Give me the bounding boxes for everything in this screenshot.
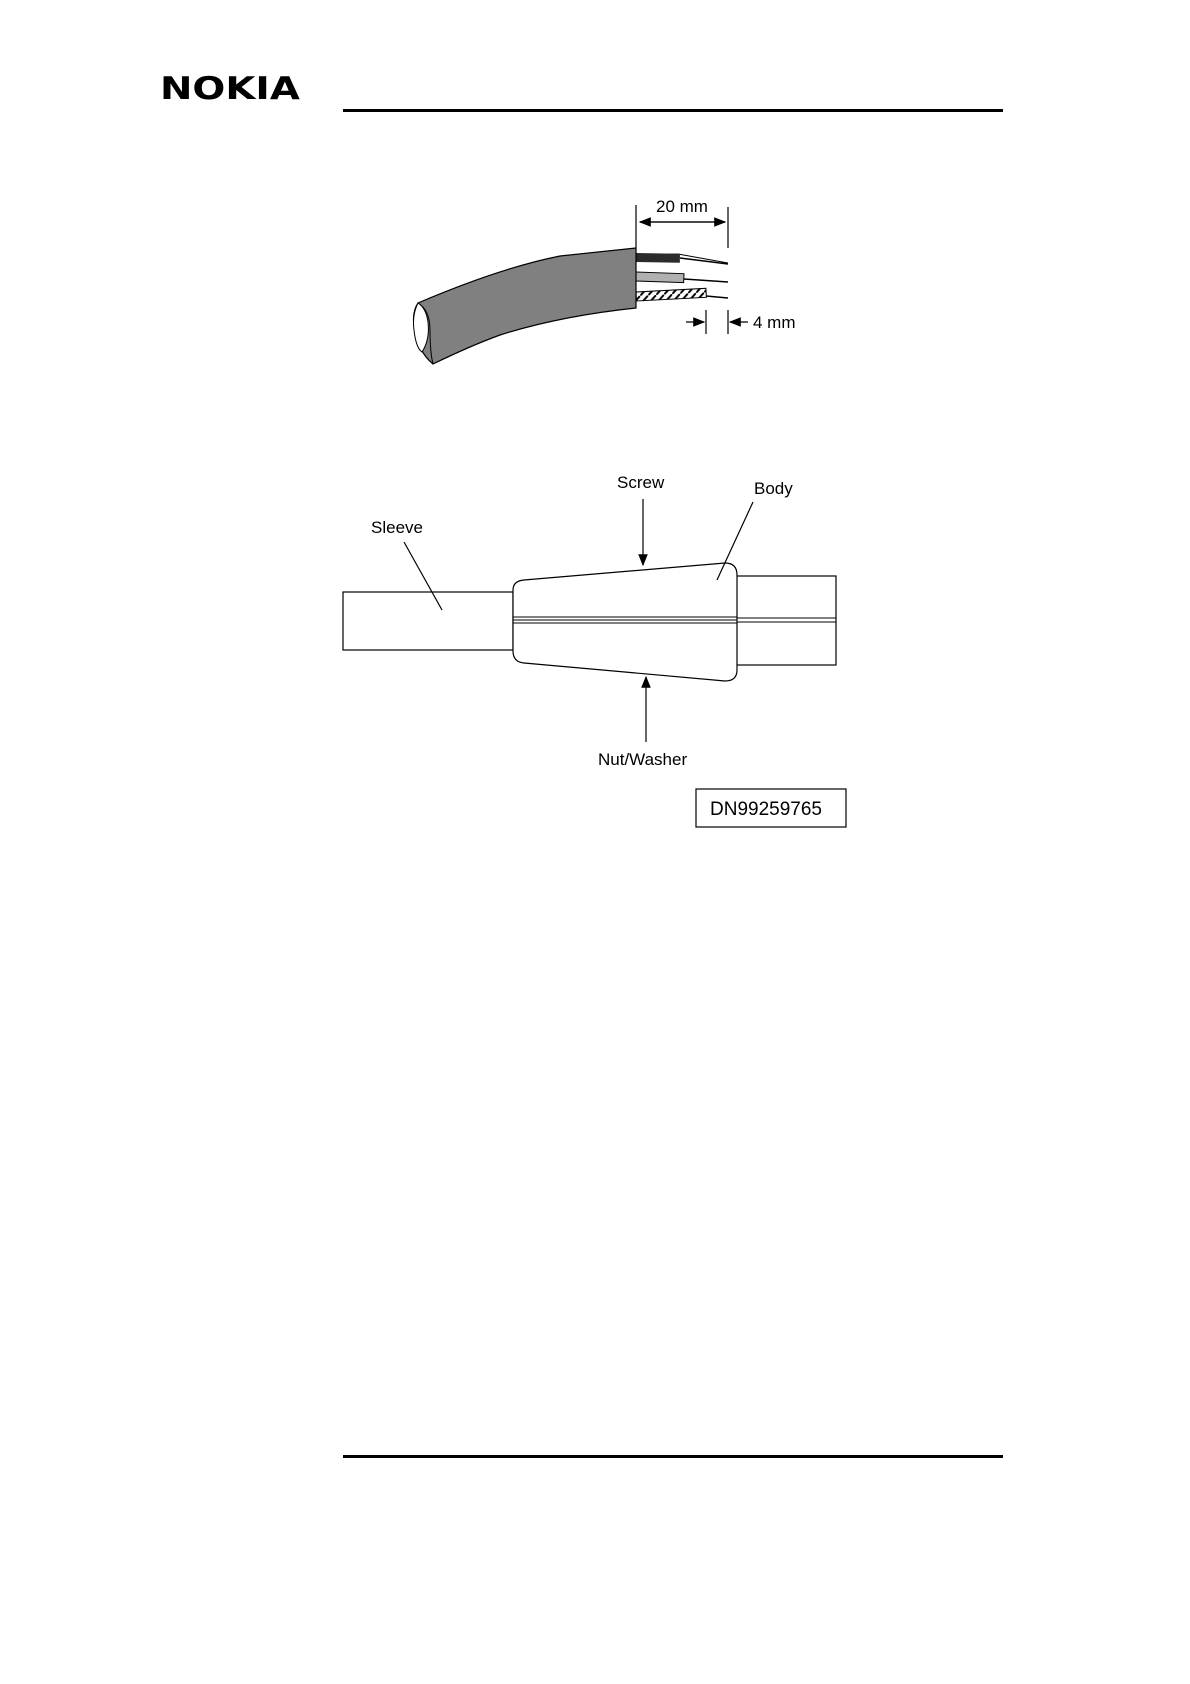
- wire-grey: [636, 272, 684, 283]
- cable-jacket: [414, 248, 637, 364]
- wire-3-core: [706, 296, 728, 298]
- reference-code: DN99259765: [710, 799, 822, 820]
- dim-4-label: 4 mm: [753, 313, 796, 332]
- sleeve-part: [343, 592, 513, 650]
- label-nut-washer: Nut/Washer: [598, 750, 688, 769]
- connector-figure: [343, 473, 846, 827]
- label-sleeve: Sleeve: [371, 518, 423, 537]
- label-body: Body: [754, 479, 793, 498]
- dim-20-label: 20 mm: [656, 197, 708, 216]
- wire-dark: [636, 253, 680, 263]
- body-part: [513, 563, 737, 681]
- wire-2-core: [684, 279, 728, 282]
- right-tube-part: [735, 576, 836, 665]
- nokia-logo: NOKIA: [160, 71, 300, 107]
- stripped-cable-figure: [414, 197, 796, 364]
- footer-rule: [343, 1455, 1003, 1458]
- wire-braided: [636, 288, 706, 301]
- label-screw: Screw: [617, 473, 665, 492]
